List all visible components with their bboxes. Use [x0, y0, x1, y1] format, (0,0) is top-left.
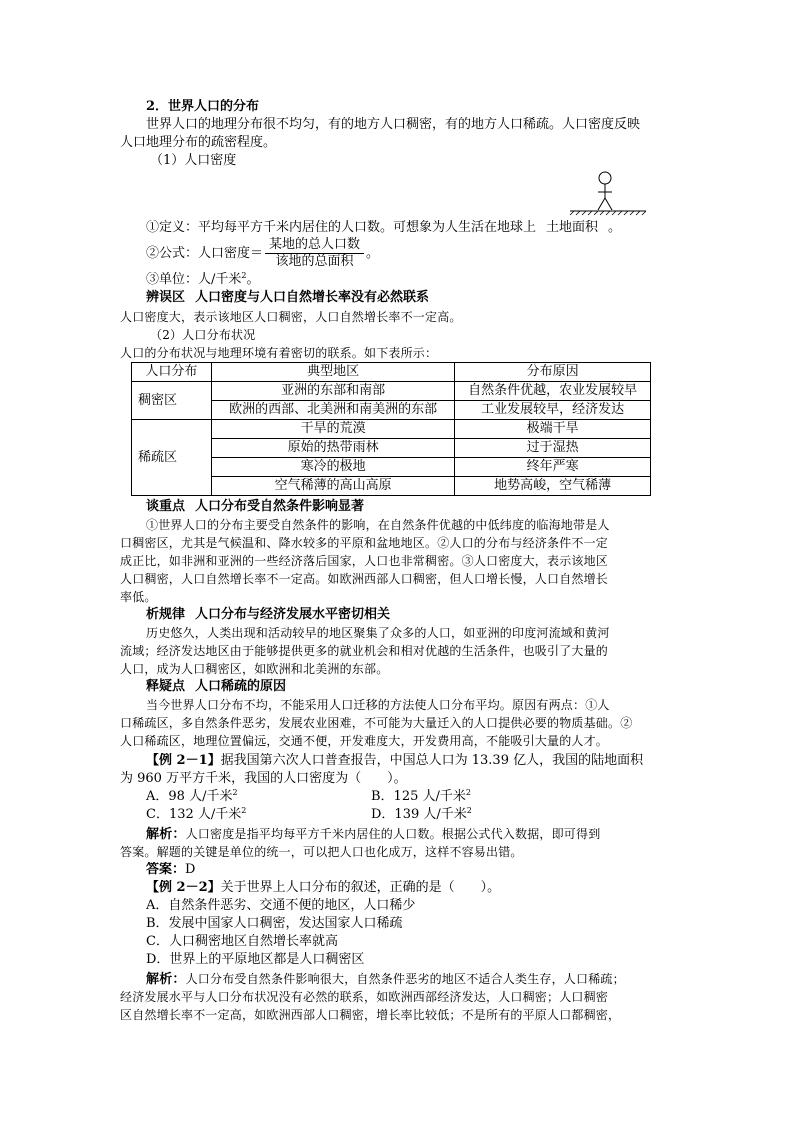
example2-option: C．人口稠密地区自然增长率就高 — [146, 934, 338, 949]
example2-analysis-1: 人口分布受自然条件影响很大，自然条件恶劣的地区不适合人类生存，人口稀疏； — [185, 972, 625, 986]
example1-answer-value: D — [185, 862, 196, 877]
xiguilv-line: 流域；经济发达地区由于能够提供更多的就业机会和相对优越的生活条件，也吸引了大量的 — [120, 644, 609, 658]
table-header: 分布原因 — [455, 363, 651, 382]
example1-analysis-line1 — [146, 826, 680, 843]
person-on-ground-figure — [568, 170, 648, 216]
biwuqu-title: 人口密度与人口自然增长率没有必然联系 — [195, 290, 430, 305]
example2-option: B．发展中国家人口稠密，发达国家人口稀疏 — [146, 916, 403, 931]
biwuqu-tag: 辨误区 — [146, 290, 186, 305]
formula-denominator: 该地的总面积 — [275, 254, 354, 269]
shiyidian-title: 人口稀疏的原因 — [195, 679, 287, 694]
table-header: 典型地区 — [211, 363, 455, 382]
option-d-sup: 2 — [466, 806, 472, 815]
example1-analysis-2: 答案。解题的关键是单位的统一，可以把人口也化成万，这样不容易出错。 — [120, 845, 523, 859]
tanzhongdian-line: 成正比，如非洲和亚洲的一些经济落后国家，人口也非常稠密。③人口密度大，表示该地区 — [120, 554, 609, 568]
table-row — [132, 420, 651, 439]
unit-superscript: 2 — [241, 272, 247, 280]
example2-option: A．自然条件恶劣、交通不便的地区，人口稀少 — [146, 898, 416, 913]
section-heading: 2．世界人口的分布 — [146, 99, 260, 114]
unit-label: ③单位：人/千米 — [146, 272, 242, 287]
option-b-sup: 2 — [465, 788, 471, 797]
sparse-label: 稀疏区 — [132, 420, 212, 496]
table-cell-region: 欧洲的西部、北美洲和南美洲的东部 — [211, 401, 455, 420]
example1-option-c — [146, 807, 246, 823]
xiguilv-tag: 析规律 — [146, 607, 186, 622]
example2-analysis-3: 区自然增长率不一定高，如欧洲西部人口稠密，增长率比较低；不是所有的平原人口都稠密， — [120, 1008, 621, 1022]
formula-line — [146, 237, 379, 270]
distribution-intro: 人口的分布状况与地理环境有着密切的联系。如下表所示： — [120, 346, 438, 360]
xiguilv-title: 人口分布与经济发展水平密切相关 — [195, 607, 391, 622]
intro-line-1: 世界人口的地理分布很不均匀，有的地方人口稠密，有的地方人口稀疏。人口密度反映 — [146, 117, 641, 132]
shiyidian-tag: 释疑点 — [146, 679, 186, 694]
table-cell-reason: 过于湿热 — [455, 439, 651, 458]
biwuqu-line: 人口密度大，表示该地区人口稠密，人口自然增长率不一定高。 — [120, 310, 462, 324]
example2-analysis-line1 — [146, 971, 680, 988]
formula-numerator: 某地的总人口数 — [265, 237, 364, 254]
xiguilv-line: 历史悠久，人类出现和活动较早的地区聚集了众多的人口，如亚洲的印度河流域和黄河 — [146, 626, 610, 640]
option-c-sup: 2 — [241, 806, 247, 815]
dense-label: 稠密区 — [132, 382, 212, 420]
option-c-text: C．132 人/千米 — [146, 807, 242, 822]
table-cell-reason: 自然条件优越，农业发展较早 — [455, 382, 651, 401]
example1-answer-label: 答案： — [146, 862, 186, 877]
formula-fraction — [265, 237, 364, 270]
definition-line — [146, 220, 680, 236]
option-a-text: A．98 人/千米 — [146, 789, 233, 804]
tanzhongdian-tagline — [146, 499, 364, 515]
biwuqu-tagline — [146, 290, 429, 306]
definition-text: ①定义：平均每平方千米内居住的人口数。可想象为人生活在地球上 — [146, 220, 537, 235]
example1-option-b — [371, 789, 471, 805]
example1-answer — [146, 862, 680, 878]
example1-question-2: 为 960 万平方千米，我国的人口密度为（ ）。 — [120, 771, 407, 786]
table-header-row — [132, 363, 651, 382]
option-a-sup: 2 — [232, 788, 238, 797]
shiyidian-line: 口稀疏区，多自然条件恶劣，发展农业困难，不可能为大量迁入的人口提供必要的物质基础。② — [120, 716, 633, 730]
formula-label: ②公式：人口密度＝ — [146, 246, 264, 261]
example2-analysis-label: 解析： — [146, 972, 186, 987]
definition-end: 。 — [608, 220, 622, 235]
example1-question-1: 据我国第六次人口普查报告，中国总人口为 13.39 亿人，我国的陆地面积 — [220, 753, 644, 768]
tanzhongdian-line: ①世界人口的分布主要受自然条件的影响，在自然条件优越的中低纬度的临海地带是人 — [146, 518, 610, 532]
option-d-text: D．139 人/千米 — [371, 807, 467, 822]
tanzhongdian-title: 人口分布受自然条件影响显著 — [195, 499, 365, 514]
table-row — [132, 382, 651, 401]
definition-underlined: 土地面积 — [546, 220, 599, 235]
tanzhongdian-line: 人口稠密，人口自然增长率不一定高。如欧洲西部人口稠密，但人口增长慢，人口自然增长 — [120, 572, 609, 586]
table-cell-region: 寒冷的极地 — [211, 458, 455, 477]
xiguilv-tagline — [146, 607, 390, 623]
tanzhongdian-tag: 谈重点 — [146, 499, 186, 514]
xiguilv-line: 人口，成为人口稠密区，如欧洲和北美洲的东部。 — [120, 662, 389, 676]
example1-option-d — [371, 807, 472, 823]
population-distribution-table — [131, 362, 651, 496]
table-cell-region: 亚洲的东部和南部 — [211, 382, 455, 401]
subheading-distribution: （2）人口分布状况 — [150, 328, 256, 342]
shiyidian-line: 人口稀疏区，地理位置偏远，交通不便，开发难度大，开发费用高，不能吸引大量的人才。 — [120, 734, 609, 748]
example2-question-text: 关于世界上人口分布的叙述，正确的是（ ）。 — [220, 880, 501, 895]
table-cell-reason: 终年严寒 — [455, 458, 651, 477]
unit-end: 。 — [246, 272, 260, 287]
example1-label: 【例 2－1】 — [146, 753, 221, 768]
table-cell-region: 干旱的荒漠 — [211, 420, 455, 439]
table-cell-reason: 工业发展较早，经济发达 — [455, 401, 651, 420]
table-cell-region: 原始的热带雨林 — [211, 439, 455, 458]
example2-analysis-2: 经济发展水平与人口分布状况没有必然的联系，如欧洲西部经济发达，人口稠密；人口稠密 — [120, 990, 609, 1004]
example1-analysis-label: 解析： — [146, 827, 186, 842]
shiyidian-line: 当今世界人口分布不均，不能采用人口迁移的方法使人口分布平均。原因有两点：①人 — [146, 698, 610, 712]
subheading-population-density: （1）人口密度 — [150, 153, 237, 168]
example2-label: 【例 2－2】 — [146, 880, 221, 895]
table-header: 人口分布 — [132, 363, 212, 382]
unit-line — [146, 272, 680, 288]
example2-option: D．世界上的平原地区都是人口稠密区 — [146, 952, 365, 967]
intro-line-2: 人口地理分布的疏密程度。 — [120, 135, 277, 150]
table-cell-region: 空气稀薄的高山高原 — [211, 477, 455, 496]
option-b-text: B．125 人/千米 — [371, 789, 466, 804]
example1-analysis-1: 人口密度是指平均每平方千米内居住的人口数。根据公式代入数据，即可得到 — [185, 827, 601, 841]
formula-end: 。 — [366, 246, 380, 261]
tanzhongdian-line: 率低。 — [120, 590, 157, 604]
example1-option-a — [146, 789, 238, 805]
tanzhongdian-line: 口稠密区，尤其是气候温和、降水较多的平原和盆地地区。②人口的分布与经济条件不一定 — [120, 536, 609, 550]
table-cell-reason: 极端干旱 — [455, 420, 651, 439]
example1-question-line1 — [146, 753, 680, 769]
shiyidian-tagline — [146, 679, 286, 695]
table-cell-reason: 地势高峻，空气稀薄 — [455, 477, 651, 496]
example2-question — [146, 880, 680, 896]
